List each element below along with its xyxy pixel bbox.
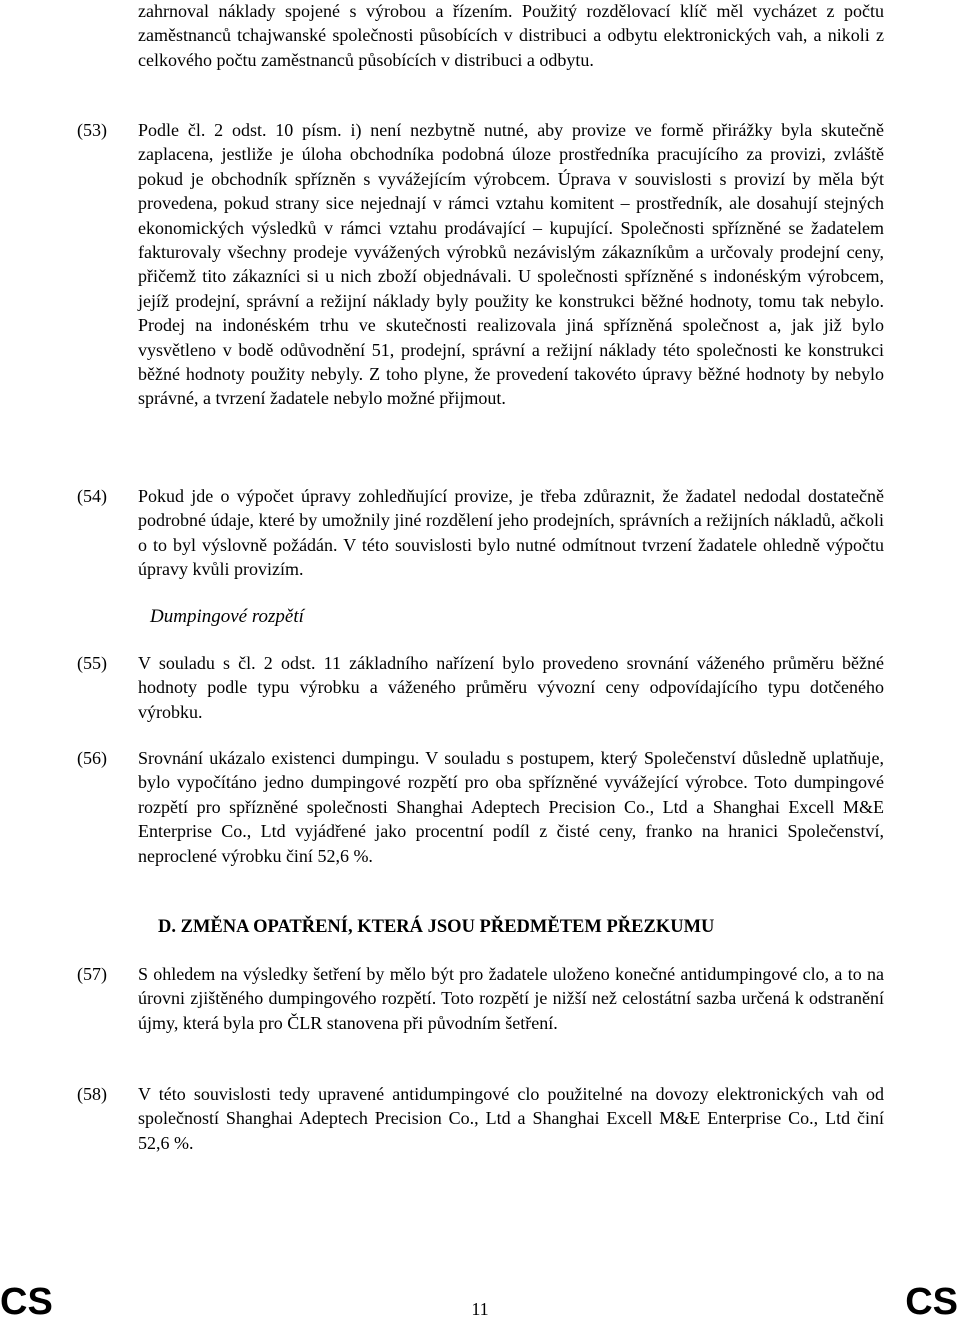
paragraph-number-57: (57): [77, 964, 107, 984]
subheading-dumping-margin: Dumpingové rozpětí: [150, 606, 304, 627]
footer-language-right: CS: [905, 1281, 958, 1323]
page-number: 11: [471, 1299, 489, 1319]
paragraph-54-text: Pokud jde o výpočet úpravy zohledňující provize, je třeba zdůraznit, že žadatel nedodal dostatečně podrobné údaje, které by umožnily jiné rozdělení jeho prodejních, správních a režijních nákladů, ačkoli o to byl výslovně požádán. V této souvislosti bylo nutné odmítnout tvrzení žadatele ohledně výpočtu úpravy kvůli provizím.: [138, 486, 884, 580]
paragraph-number-53: (53): [77, 120, 107, 140]
paragraph-52-continuation: zahrnoval náklady spojené s výrobou a řízením. Použitý rozdělovací klíč měl vycházet z počtu zaměstnanců tchajwanské společnosti působících v distribuci a odbytu elektronických vah, a nikoli z celkového počtu zaměstnanců působících v distribuci a odbytu.: [138, 1, 884, 70]
paragraph-56-text: Srovnání ukázalo existenci dumpingu. V souladu s postupem, který Společenství důsledně uplatňuje, bylo vypočítáno jedno dumpingové rozpětí pro oba spřízněné vyvážející výrobce. Toto dumpingové rozpětí pro spřízněné společnosti Shanghai Adeptech Precision Co., Ltd a Shanghai Excell M&E Enterprise Co., Ltd vyjádřené jako procentní podíl z čisté ceny, franko na hranici Společenství, neproclené výrobku činí 52,6 %.: [138, 748, 884, 866]
section-heading-d: D. ZMĚNA OPATŘENÍ, KTERÁ JSOU PŘEDMĚTEM PŘEZKUMU: [158, 917, 715, 937]
paragraph-number-55: (55): [77, 653, 107, 673]
paragraph-number-58: (58): [77, 1084, 107, 1104]
paragraph-53-text: Podle čl. 2 odst. 10 písm. i) není nezbytně nutné, aby provize ve formě přirážky byla skutečně zaplacena, jestliže je úloha obchodníka podobná úloze prostředníka pracujícího za provizi, zvláště pokud je obchodník spřízněn s vyvážejícím výrobcem. Úprava v souvislosti s provizí by měla být provedena, pokud strany sice nejednají v rámci vztahu komitent – prostředník, ale dosahují stejných ekonomických výsledků v rámci vztahu prodávající – kupující. Společnosti spřízněné se žadatelem fakturovaly všechny prodeje vyvážených výrobků nezávislým zákazníkům a určovaly prodejní ceny, přičemž tito zákazníci si u nich zboží objednávali. U společnosti spřízněné s indonéským výrobcem, jejíž prodejní, správní a režijní náklady byly použity ke konstrukci běžné hodnoty, tomu tak nebylo. Prodej na indonéském trhu ve skutečnosti realizovala jiná spřízněná společnost a, jak již bylo vysvětleno v bodě odůvodnění 51, prodejní, správní a režijní náklady této společnosti ke konstrukci běžné hodnoty použity nebyly. Z toho plyne, že provedení takovéto úpravy běžné hodnoty by nebylo správné, a tvrzení žadatele nebylo možné přijmout.: [138, 120, 884, 409]
paragraph-58-text: V této souvislosti tedy upravené antidumpingové clo použitelné na dovozy elektronických vah od společností Shanghai Adeptech Precision Co., Ltd a Shanghai Excell M&E Enterprise Co., Ltd činí 52,6 %.: [138, 1084, 884, 1153]
paragraph-number-54: (54): [77, 486, 107, 506]
paragraph-number-56: (56): [77, 748, 107, 768]
footer-language-left: CS: [0, 1281, 53, 1323]
paragraph-55-text: V souladu s čl. 2 odst. 11 základního nařízení bylo provedeno srovnání váženého průměru běžné hodnoty podle typu výrobku a váženého průměru vývozní ceny odpovídajícího typu dotčeného výrobku.: [138, 653, 884, 722]
paragraph-57-text: S ohledem na výsledky šetření by mělo být pro žadatele uloženo konečné antidumpingové clo, a to na úrovni zjištěného dumpingového rozpětí. Toto rozpětí je nižší než celostátní sazba určená k odstranění újmy, která byla pro ČLR stanovena při původním šetření.: [138, 964, 884, 1033]
